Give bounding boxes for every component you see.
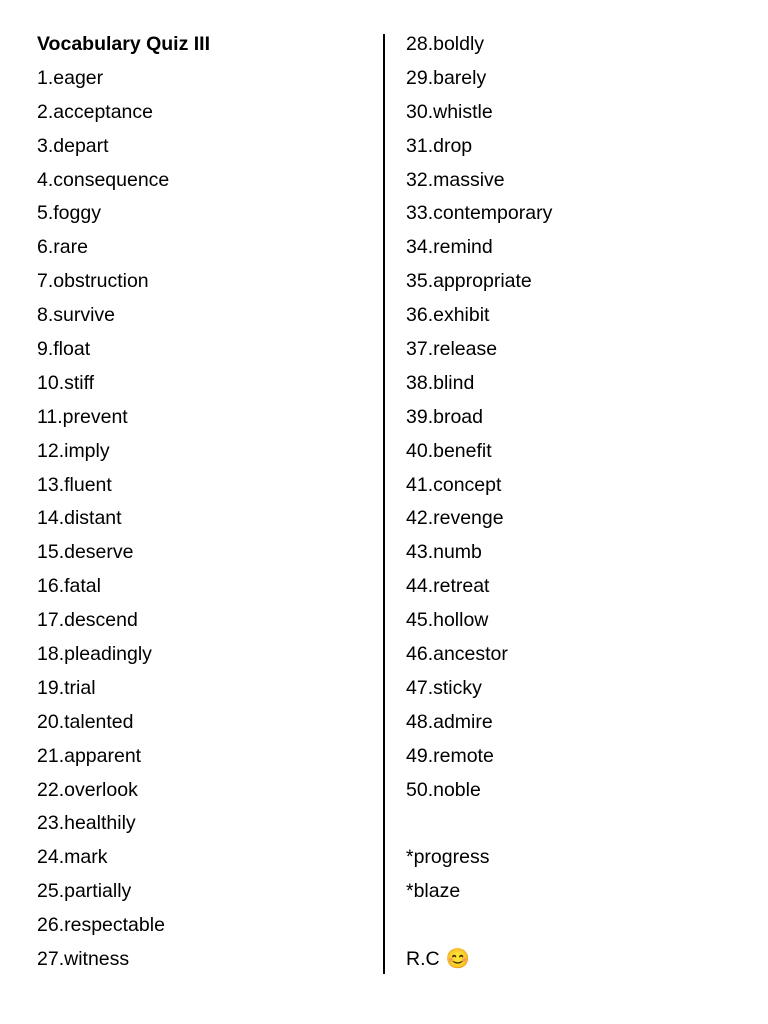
word-item: 10.stiff [37, 371, 95, 394]
signature-line [406, 943, 736, 977]
word-item: 43.numb [406, 541, 482, 564]
word-item: 37.release [406, 338, 498, 361]
word-item: 1.eager [37, 66, 104, 89]
smiley-icon: 😊 [445, 948, 470, 971]
word-item: 6.rare [37, 236, 88, 259]
word-item: 42.revenge [406, 507, 504, 530]
right-column [406, 28, 736, 977]
word-item: 48.admire [406, 710, 493, 733]
word-item: 46.ancestor [406, 643, 508, 666]
bonus-word: *progress [406, 846, 490, 869]
column-divider [383, 34, 385, 974]
word-item: 35.appropriate [406, 270, 532, 293]
spacer [406, 909, 736, 943]
word-item: 47.sticky [406, 676, 482, 699]
word-item: 19.trial [37, 676, 96, 699]
word-item: 41.concept [406, 473, 502, 496]
word-item: 25.partially [37, 880, 132, 903]
word-item: 3.depart [37, 134, 109, 157]
spacer [406, 807, 736, 841]
word-item: 9.float [37, 338, 91, 361]
word-item: 50.noble [406, 778, 481, 801]
word-item: 20.talented [37, 710, 134, 733]
word-item: 39.broad [406, 405, 483, 428]
word-item: 32.massive [406, 168, 505, 191]
word-item: 11.prevent [37, 405, 128, 428]
word-item: 28.boldly [406, 33, 485, 55]
word-item: 23.healthily [37, 812, 136, 835]
word-item: 17.descend [37, 609, 138, 632]
word-item: 2.acceptance [37, 100, 154, 123]
word-item: 27.witness [37, 948, 130, 971]
word-item: 18.pleadingly [37, 643, 152, 666]
word-item: 15.deserve [37, 541, 134, 564]
word-item: 36.exhibit [406, 304, 490, 327]
word-item: 38.blind [406, 371, 475, 394]
word-item: 49.remote [406, 744, 494, 767]
word-item: 30.whistle [406, 100, 493, 123]
word-item: 8.survive [37, 304, 116, 327]
word-item: 40.benefit [406, 439, 492, 462]
word-item: 13.fluent [37, 473, 112, 496]
word-item: 24.mark [37, 846, 108, 869]
left-column [37, 28, 367, 977]
word-item: 22.overlook [37, 778, 138, 801]
word-item: 34.remind [406, 236, 493, 259]
quiz-title: Vocabulary Quiz III [37, 33, 211, 55]
word-item: 29.barely [406, 66, 487, 89]
word-item: 44.retreat [406, 575, 490, 598]
word-item: 21.apparent [37, 744, 142, 767]
word-item: 7.obstruction [37, 270, 149, 293]
word-item: 16.fatal [37, 575, 101, 598]
signature: R.C [406, 948, 440, 971]
word-item: 12.imply [37, 439, 110, 462]
word-item: 33.contemporary [406, 202, 553, 225]
word-item: 31.drop [406, 134, 473, 157]
bonus-word: *blaze [406, 880, 461, 903]
word-item: 4.consequence [37, 168, 170, 191]
word-item: 45.hollow [406, 609, 489, 632]
word-item: 14.distant [37, 507, 122, 530]
word-item: 5.foggy [37, 202, 101, 225]
word-item: 26.respectable [37, 914, 165, 937]
